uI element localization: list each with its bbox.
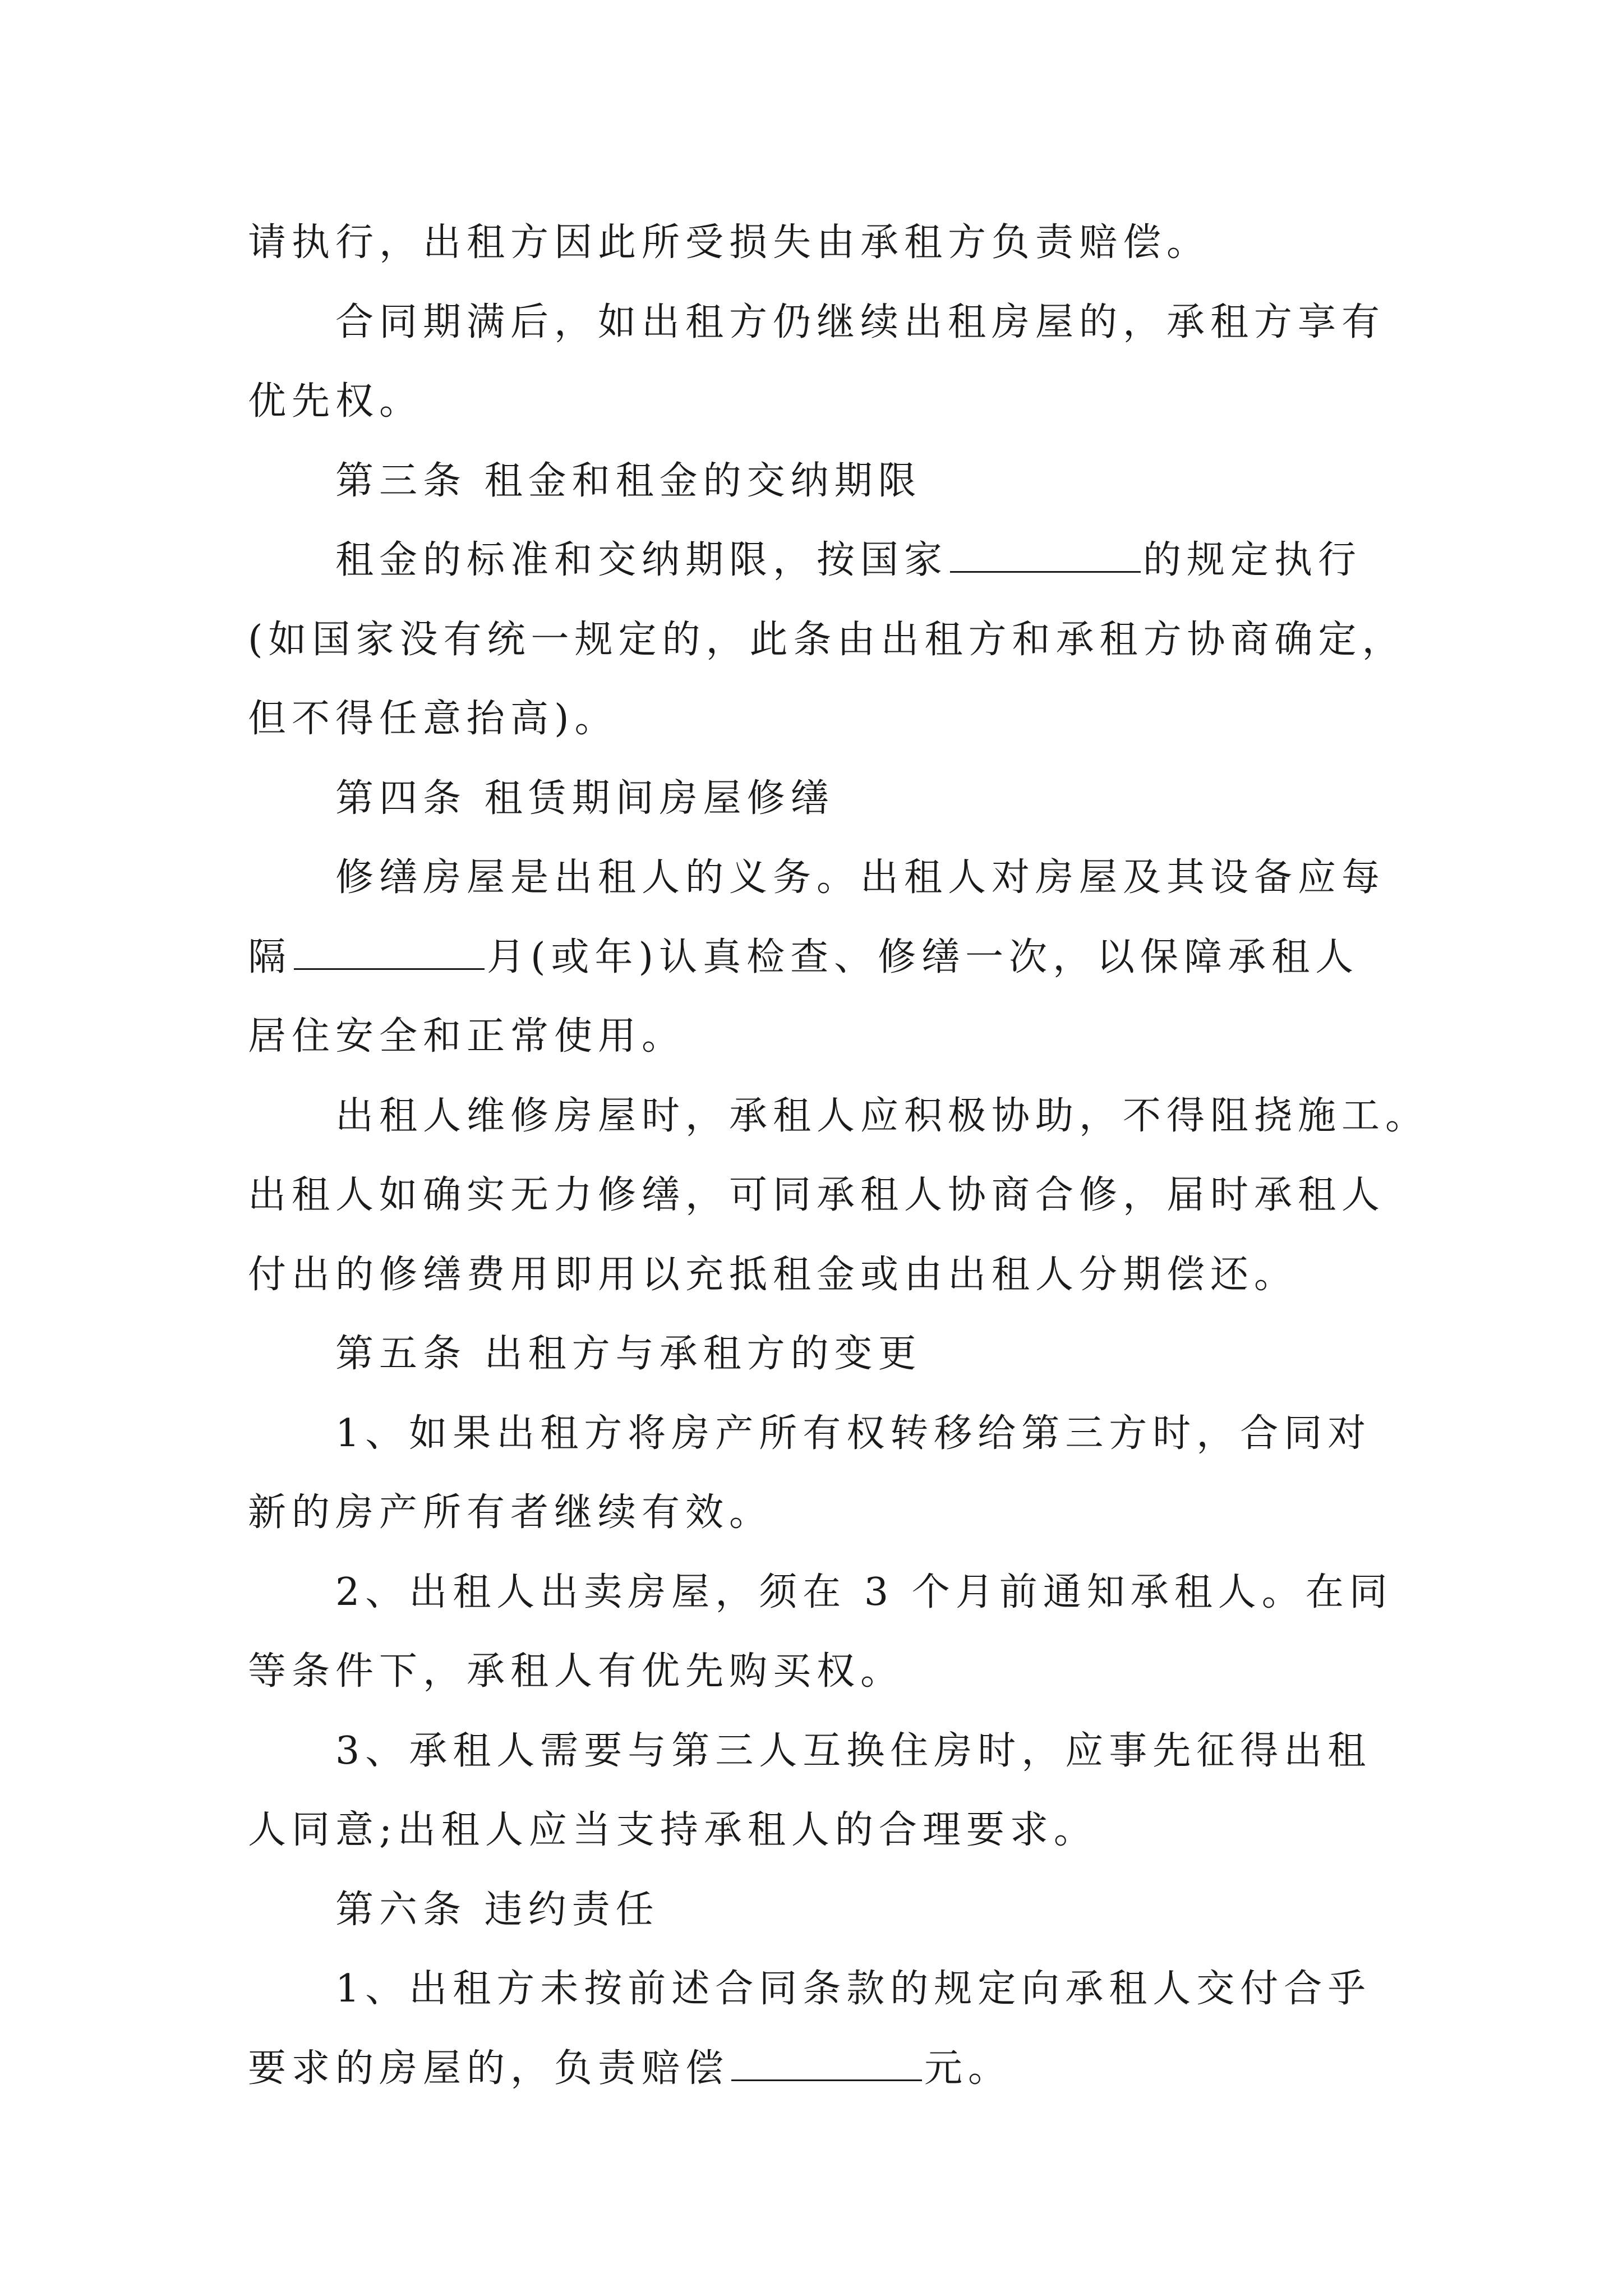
text-line [248, 838, 1392, 918]
text-segment: 的规定执行 [1143, 538, 1362, 582]
text-segment: 要求的房屋的，负责赔偿 [248, 2046, 730, 2091]
text-segment: 第四条 租赁期间房屋修缮 [335, 776, 834, 821]
text-segment: 但不得任意抬高)。 [248, 697, 619, 741]
text-segment: 元。 [924, 2046, 1012, 2091]
text-segment: 隔 [248, 935, 292, 979]
text-line [248, 1791, 1392, 1870]
text-line [248, 1473, 1392, 1553]
text-line [248, 1870, 1392, 1950]
text-segment: 付出的修缮费用即用以充抵租金或由出租人分期偿还。 [248, 1252, 1298, 1297]
text-line [248, 1076, 1430, 1156]
text-line [248, 1235, 1392, 1315]
text-segment: 合同期满后，如出租方仍继续出租房屋的，承租方享有 [335, 300, 1386, 344]
text-line [248, 1394, 1392, 1474]
text-line [248, 1949, 1392, 2029]
text-segment: 人同意;出租人应当支持承租人的合理要求。 [248, 1808, 1098, 1852]
fill-in-blank [950, 531, 1141, 573]
text-segment: 居住安全和正常使用。 [248, 1014, 686, 1059]
text-segment: 修缮房屋是出租人的义务。出租人对房屋及其设备应每 [335, 855, 1386, 900]
text-segment: 1、出租方未按前述合同条款的规定向承租人交付合乎 [335, 1967, 1372, 2011]
text-segment: 优先权。 [248, 379, 423, 424]
fill-in-blank [731, 2039, 922, 2081]
text-segment: 新的房产所有者继续有效。 [248, 1490, 773, 1535]
text-segment: 第五条 出租方与承租方的变更 [335, 1332, 922, 1376]
text-line [248, 759, 1392, 839]
text-line [248, 918, 1392, 997]
text-segment: 出租人维修房屋时，承租人应积极协助，不得阻挠施工。 [335, 1093, 1430, 1138]
text-line [248, 362, 1392, 441]
text-segment: 等条件下，承租人有优先购买权。 [248, 1649, 905, 1694]
text-line [248, 441, 1392, 521]
text-line [248, 1632, 1392, 1711]
text-segment: 第六条 违约责任 [335, 1887, 660, 1932]
text-segment: 租金的标准和交纳期限，按国家 [335, 538, 948, 582]
text-segment: (如国家没有统一规定的，此条由出租方和承租方协商确定， [248, 617, 1406, 662]
text-line [248, 1156, 1392, 1235]
text-segment: 请执行，出租方因此所受损失由承租方负责赔偿。 [248, 220, 1211, 265]
fill-in-blank [294, 928, 485, 970]
text-line [248, 1553, 1392, 1632]
text-line [248, 997, 1392, 1076]
text-line [248, 2029, 1392, 2109]
text-segment: 出租人如确实无力修缮，可同承租人协商合修，届时承租人 [248, 1173, 1386, 1217]
text-line [248, 521, 1392, 600]
text-segment: 1、如果出租方将房产所有权转移给第三方时，合同对 [335, 1411, 1372, 1456]
text-segment: 2、出租人出卖房屋，须在 3 个月前通知承租人。在同 [335, 1570, 1393, 1614]
text-segment: 第三条 租金和租金的交纳期限 [335, 458, 922, 503]
text-line [248, 1314, 1392, 1394]
text-segment: 月(或年)认真检查、修缮一次，以保障承租人 [487, 935, 1359, 979]
text-segment: 3、承租人需要与第三人互换住房时，应事先征得出租 [335, 1728, 1372, 1773]
text-line [248, 283, 1392, 362]
contract-body-text [248, 203, 1430, 2108]
text-line [248, 1711, 1392, 1791]
text-line [248, 203, 1392, 283]
text-line [248, 600, 1406, 680]
text-line [248, 679, 1392, 759]
